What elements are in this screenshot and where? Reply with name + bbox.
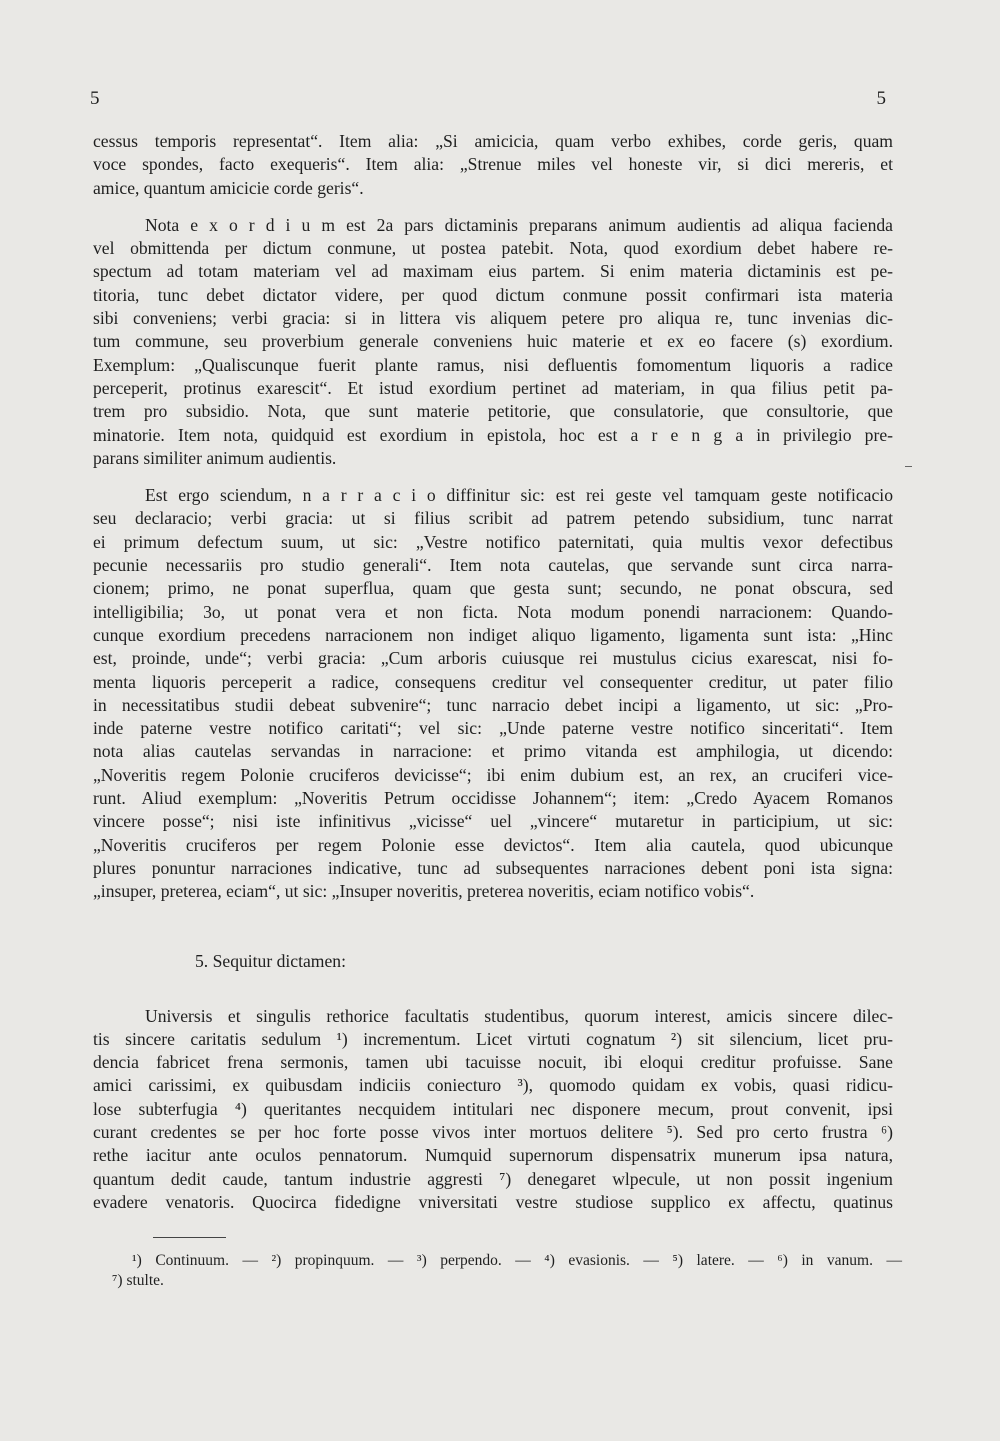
text-line: Exemplum: „Qualiscunque fuerit plante ramus, nisi defluentis fomomentum liquoris a radice bbox=[93, 354, 893, 375]
text-line: menta liquoris perceperit a radice, consequens creditur vel consequenter creditur, ut pater filio bbox=[93, 671, 893, 692]
footnotes bbox=[112, 1251, 902, 1291]
page-number-left: 5 bbox=[90, 88, 100, 109]
text-line: cessus temporis representat“. Item alia: „Si amicicia, quam verbo exhibes, corde geris, quam bbox=[93, 131, 893, 151]
paragraph-3 bbox=[93, 484, 893, 903]
text-line: cunque exordium precedens narracionem non indiget aliquo ligamento, ligamenta sunt ista: „Hinc bbox=[93, 624, 893, 645]
text-line: dencia fabricet frena sermonis, tamen ubi tacuisse nocuit, ibi eloqui creditur profuisse. Sane bbox=[93, 1052, 893, 1073]
text-line: amice, quantum amicicie corde geris“. bbox=[93, 177, 364, 198]
text-line: vel obmittenda per dictum conmune, ut postea patebit. Nota, quod exordium debet habere re- bbox=[93, 238, 893, 259]
text-line: vincere posse“; nisi iste infinitivus „vicisse“ uel „vincere“ mutaretur in participium, ut sic: bbox=[93, 811, 893, 832]
text-line: rethe iacitur ante oculos pennatorum. Numquid supernorum dispensatrix munerum ipsa natura, bbox=[93, 1145, 893, 1166]
text-line: titoria, tunc debet dictator videre, per quod dictum conmune possit confirmari ista materia bbox=[93, 284, 893, 305]
text-line: sibi conveniens; verbi gracia: si in littera vis aliquem petere pro aliqua re, tunc invenias dic- bbox=[93, 308, 893, 329]
text-line: runt. Aliud exemplum: „Noveritis Petrum occidisse Johannem“; item: „Credo Ayacem Romanos bbox=[93, 788, 893, 809]
text-line: cionem; primo, ne ponat superflua, quam que gesta sunt; secundo, ne ponat obscura, sed bbox=[93, 578, 893, 599]
text-line: est, proinde, unde“; verbi gracia: „Cum arboris cuiusque rei mustulus cicius exarescat, nisi fo- bbox=[93, 648, 893, 669]
text-line: Est ergo sciendum, n a r r a c i o diffinitur sic: est rei geste vel tamquam geste notificacio bbox=[145, 485, 893, 506]
body-text bbox=[93, 130, 893, 1214]
text-line: parans similiter animum audientis. bbox=[93, 447, 337, 468]
text-line: lose subterfugia ⁴) queritantes necquidem intitulari nec disponere mecum, prout convenit, ipsi bbox=[93, 1098, 893, 1119]
text-line: in necessitatibus studii debeat subvenire“; tunc narracio debet incipi a ligamento, ut sic: „Pro- bbox=[93, 694, 893, 715]
text-line: tis sincere caritatis sedulum ¹) incrementum. Licet virtuti cognatum ²) sit silencium, licet pru- bbox=[93, 1028, 893, 1049]
text-line: tum commune, seu proverbium generale conveniens huic materie et ex eo facere (s) exordium. bbox=[93, 331, 893, 352]
text-line: plures ponuntur narraciones indicative, tunc ad subsequentes narraciones debent poni ista signa: bbox=[93, 857, 893, 878]
text-line: spectum ad totam materiam vel ad maximam eius partem. Si enim materia dictaminis est pe- bbox=[93, 261, 893, 282]
paragraph-1 bbox=[93, 130, 893, 200]
section-heading: 5. Sequitur dictamen: bbox=[195, 950, 346, 971]
text-line: ei primum defectum suum, ut sic: „Vestre notifico paternitati, quia multis vexor defectibus bbox=[93, 531, 893, 552]
text-line: Nota e x o r d i u m est 2a pars dictaminis preparans animum audientis ad aliqua facienda bbox=[145, 214, 893, 235]
text-line: evadere venatoris. Quocirca fidedigne vniversitati vestre studiose supplico ex affectu, quatinus bbox=[93, 1191, 893, 1212]
text-line: quantum dedit caude, tantum industrie aggresti ⁷) denegaret wlpecule, ut non possit ingenium bbox=[93, 1168, 893, 1189]
text-line: voce spondes, facto exequeris“. Item alia: „Strenue miles vel honeste vir, si dici mereris, et bbox=[93, 154, 893, 175]
text-line: Universis et singulis rethorice facultatis studentibus, quorum interest, amicis sincere dilec- bbox=[145, 1005, 893, 1026]
paragraph-4 bbox=[93, 1005, 893, 1215]
footnote-divider bbox=[153, 1237, 226, 1238]
text-line: seu declaracio; verbi gracia: ut si filius scribit ad patrem petendo subsidium, tunc narrat bbox=[93, 508, 893, 529]
text-line: nota alias cautelas servandas in narracione: et primo vitanda est amphilogia, ut dicendo: bbox=[93, 741, 893, 762]
page-number-right: 5 bbox=[876, 88, 886, 109]
margin-mark bbox=[905, 466, 912, 467]
text-line: curant credentes se per hoc forte posse vivos inter mortuos delitere ⁵). Sed pro certo frustra ⁶) bbox=[93, 1121, 893, 1142]
text-line: „Noveritis regem Polonie cruciferos devicisse“; ibi enim dubium est, an rex, an cruciferi vice- bbox=[93, 764, 893, 785]
footnote-line: ⁷) stulte. bbox=[112, 1272, 164, 1289]
text-line: minatorie. Item nota, quidquid est exordium in epistola, hoc est a r e n g a in privilegio pre- bbox=[93, 424, 893, 445]
text-line: intelligibilia; 3o, ut ponat vera et non ficta. Nota modum ponendi narracionem: Quando- bbox=[93, 601, 893, 622]
text-line: „insuper, preterea, eciam“, ut sic: „Insuper noveritis, preterea noveritis, eciam notifico vobis“. bbox=[93, 881, 755, 902]
text-line: inde paterne vestre notifico caritati“; vel sic: „Unde paterne vestre notifico sinceritati“. Item bbox=[93, 718, 893, 739]
text-line: perceperit, protinus exarescit“. Et istud exordium pertinet ad materiam, in qua filius petit pa- bbox=[93, 377, 893, 398]
text-line: „Noveritis cruciferos per regem Polonie esse devictos“. Item alia cautela, quod ubicunque bbox=[93, 834, 893, 855]
text-line: pecunie necessariis pro studio generali“. Item nota cautelas, que servande sunt circa narra- bbox=[93, 555, 893, 576]
text-line: amici carissimi, ex quibusdam indiciis coniecturo ³), quomodo quidam ex vobis, quasi ridicu- bbox=[93, 1075, 893, 1096]
text-line: trem pro subsidio. Nota, que sunt materie petitorie, que consulatorie, que consultorie, que bbox=[93, 401, 893, 422]
paragraph-2 bbox=[93, 214, 893, 470]
footnote-line: ¹) Continuum. — ²) propinquum. — ³) perpendo. — ⁴) evasionis. — ⁵) latere. — ⁶) in vanum. — bbox=[132, 1252, 902, 1269]
